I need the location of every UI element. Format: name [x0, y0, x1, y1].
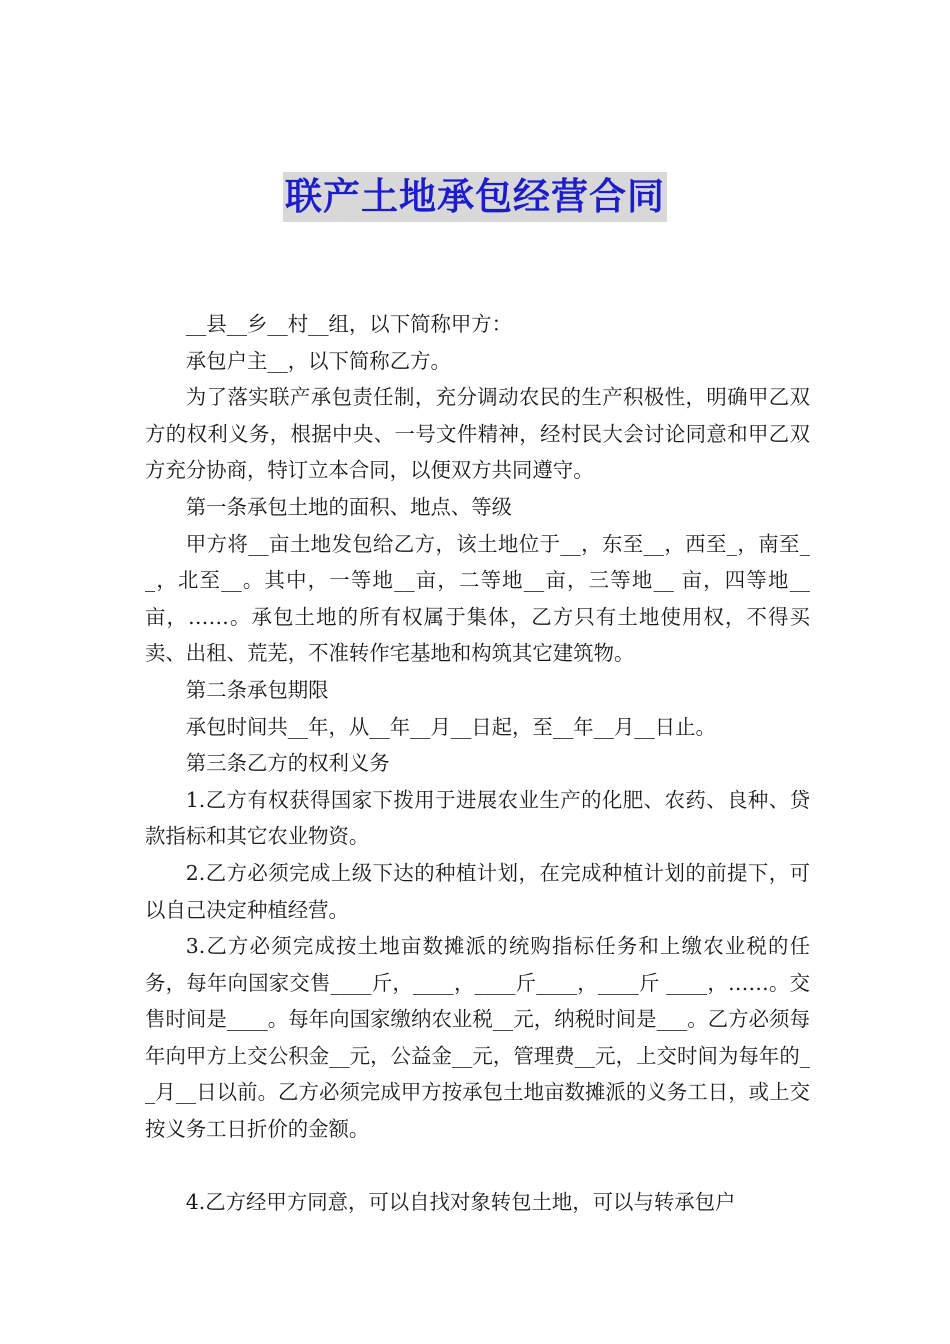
document-body: [145, 306, 810, 1221]
title-container: [0, 172, 950, 222]
paragraph-party-a: __县__乡__村__组，以下简称甲方：: [185, 312, 513, 336]
heading-article-1: 第一条承包土地的面积、地点、等级: [185, 494, 513, 519]
paragraph-item-1: 1.乙方有权获得国家下拨用于进展农业生产的化肥、农药、良种、贷款指标和其它农业物资。: [145, 787, 810, 849]
paragraph-party-b: 承包户主__，以下简称乙方。: [185, 348, 451, 373]
heading-article-2: 第二条承包期限: [185, 677, 329, 702]
document-title: 联产土地承包经营合同: [283, 172, 667, 222]
paragraph-item-3: 3.乙方必须完成按土地亩数摊派的统购指标任务和上缴农业税的任务，每年向国家交售____斤，____，____斤____，____斤 ____，……。交售时间是____。每年向国家缴纳农业税__元，纳税时间是___。乙方必须每年向甲方上交公积金__元，公益金__元，管理费__元，上交时间为每年的__月__日以前。乙方必须完成甲方按承包土地亩数摊派的义务工日，或上交按义务工日折价的金额。: [145, 934, 810, 1142]
paragraph-article-1: 甲方将__亩土地发包给乙方，该土地位于__，东至__，西至_，南至__，北至__。其中，一等地__亩，二等地__亩，三等地__ 亩，四等地__亩，……。承包土地的所有权属于集体，乙方只有土地使用权，不得买卖、出租、荒芜，不准转作宅基地和构筑其它建筑物。: [145, 531, 810, 666]
paragraph-preamble: 为了落实联产承包责任制，充分调动农民的生产积极性，明确甲乙双方的权利义务，根据中央、一号文件精神，经村民大会讨论同意和甲乙双方充分协商，特订立本合同，以便双方共同遵守。: [145, 385, 810, 483]
paragraph-item-4: 4.乙方经甲方同意，可以自找对象转包土地，可以与转承包户: [185, 1190, 736, 1215]
paragraph-article-2: 承包时间共__年，从__年__月__日起，至__年__月__日止。: [185, 714, 716, 739]
heading-article-3: 第三条乙方的权利义务: [185, 751, 390, 776]
paragraph-item-2: 2.乙方必须完成上级下达的种植计划，在完成种植计划的前提下，可以自己决定种植经营。: [145, 860, 810, 922]
